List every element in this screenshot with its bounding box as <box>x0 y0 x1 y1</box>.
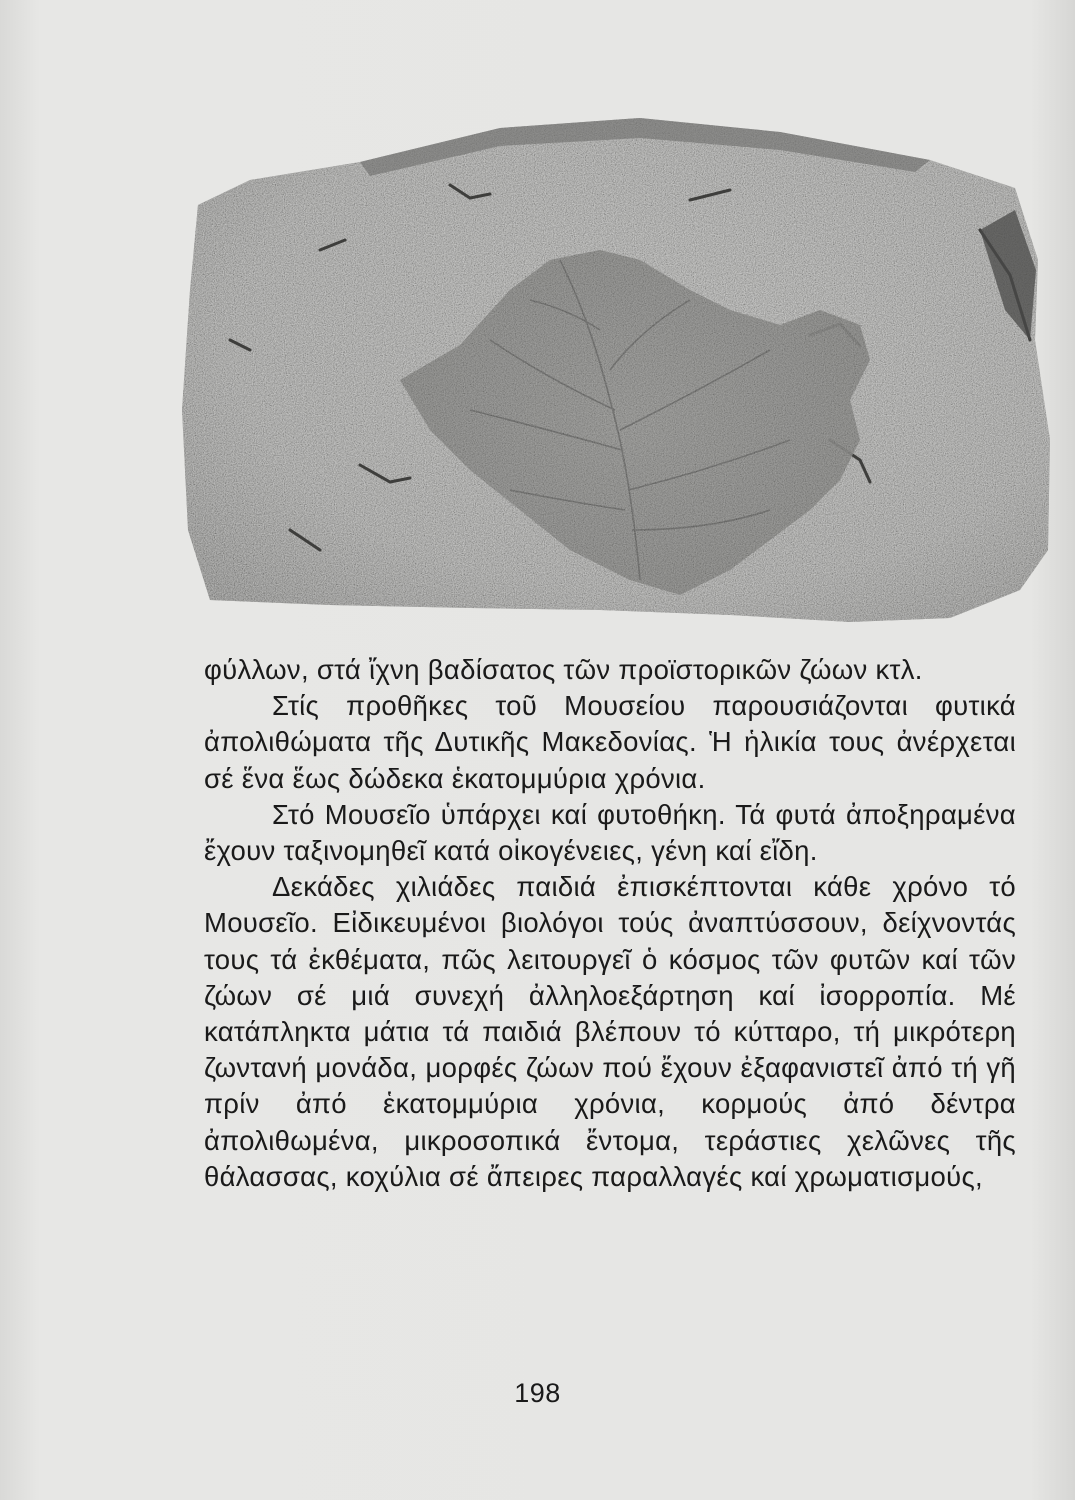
paragraph-4: Δεκάδες χιλιάδες παιδιά ἐπισκέπτονται κάθε χρόνο τό Μουσεῖο. Εἰδικευμένοι βιολόγοι τούς ἀναπτύσσουν, δείχνοντάς τους τά ἐκθέματα, πῶς λειτουργεῖ ὁ κόσμος τῶν φυτῶν καί τῶν ζώων σέ μιά συνεχή ἀλληλοεξάρτηση καί ἰσορροπία. Μέ κατάπληκτα μάτια τά παιδιά βλέπουν τό κύτταρο, τή μικρότερη ζωντανή μονάδα, μορφές ζώων πού ἔχουν ἐξαφανιστεῖ ἀπό τή γῆ πρίν ἀπό ἑκατομμύρια χρόνια, κορμούς ἀπό δέντρα ἀπολιθωμένα, μικροσοπικά ἔντομα, τεράστιες χελῶνες τῆς θάλασσας, κοχύλια σέ ἄπειρες παραλλαγές καί χρωματισμούς, <box>204 871 1016 1192</box>
leaf-fossil-photo <box>170 110 1070 640</box>
body-text <box>204 652 1016 1195</box>
paragraph-2: Στίς προθῆκες τοῦ Μουσείου παρουσιάζονται φυτικά ἀπολιθώματα τῆς Δυτικῆς Μακεδονίας. Ἡ ἡλικία τους ἀνέρχεται σέ ἕνα ἕως δώδεκα ἑκατομμύρια χρόνια. <box>204 690 1016 794</box>
page-number: 198 <box>514 1378 561 1408</box>
paragraph-3: Στό Μουσεῖο ὑπάρχει καί φυτοθήκη. Τά φυτά ἀποξηραμένα ἔχουν ταξινομηθεῖ κατά οἰκογένειες, γένη καί εἴδη. <box>204 798 1016 867</box>
paragraph-1: φύλλων, στά ἴχνη βαδίσατος τῶν προϊστορικῶν ζώων κτλ. <box>204 654 923 685</box>
